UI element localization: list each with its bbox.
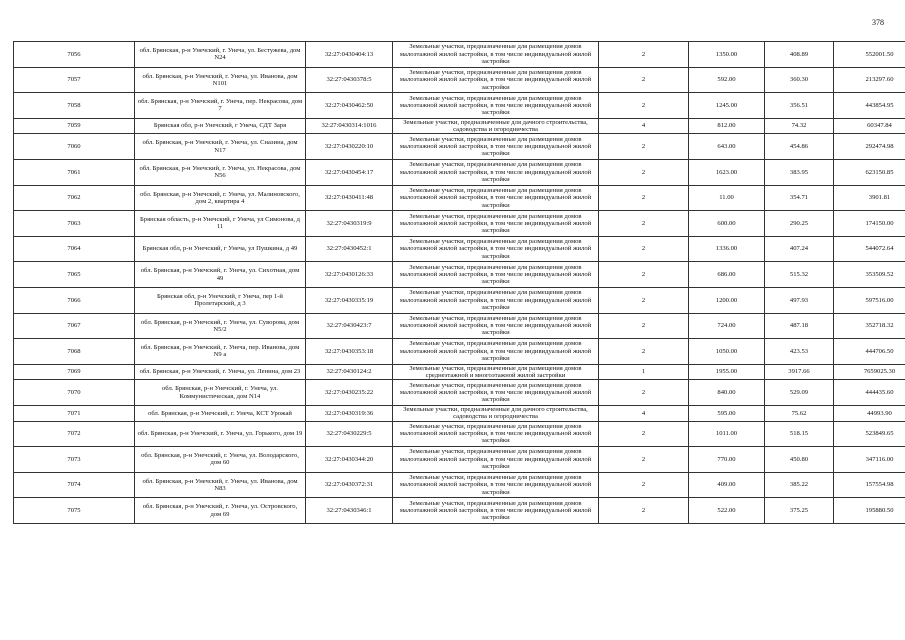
specific-value-cell: 354.71 <box>765 185 834 211</box>
table-row <box>14 67 905 93</box>
row-number-cell: 7073 <box>14 447 135 473</box>
row-number-cell: 7068 <box>14 339 135 365</box>
row-number-cell: 7072 <box>14 421 135 447</box>
table-row <box>14 339 905 365</box>
table-row <box>14 405 905 421</box>
row-number-cell: 7069 <box>14 364 135 380</box>
group-code-cell: 2 <box>599 498 689 524</box>
land-use-cell: Земельные участки, предназначенные для размещения домов малоэтажной жилой застройки, в том числе индивидуальной жилой застройки <box>393 287 599 313</box>
land-use-cell: Земельные участки, предназначенные для дачного строительства, садоводства и огородничества <box>393 405 599 421</box>
area-cell: 1050.00 <box>689 339 765 365</box>
cadastral-value-cell: 443854.95 <box>834 93 905 119</box>
group-code-cell: 2 <box>599 313 689 339</box>
group-code-cell: 4 <box>599 118 689 134</box>
cadastral-value-cell: 444435.60 <box>834 380 905 406</box>
group-code-cell: 2 <box>599 262 689 288</box>
specific-value-cell: 407.24 <box>765 236 834 262</box>
land-use-cell: Земельные участки, предназначенные для размещения домов среднеэтажной и многоэтажной жилой застройки <box>393 364 599 380</box>
land-use-cell: Земельные участки, предназначенные для размещения домов малоэтажной жилой застройки, в том числе индивидуальной жилой застройки <box>393 262 599 288</box>
group-code-cell: 4 <box>599 405 689 421</box>
specific-value-cell: 408.89 <box>765 42 834 68</box>
cadastral-number-cell: 32:27:0430126:33 <box>306 262 393 288</box>
cadastral-number-cell: 32:27:0430344:20 <box>306 447 393 473</box>
specific-value-cell: 454.86 <box>765 134 834 160</box>
specific-value-cell: 423.53 <box>765 339 834 365</box>
cadastral-number-cell: 32:27:0430462:50 <box>306 93 393 119</box>
area-cell: 600.00 <box>689 211 765 237</box>
land-use-cell: Земельные участки, предназначенные для размещения домов малоэтажной жилой застройки, в том числе индивидуальной жилой застройки <box>393 93 599 119</box>
cadastral-number-cell: 32:27:0430454:17 <box>306 159 393 185</box>
cadastral-number-cell: 32:27:0430124:2 <box>306 364 393 380</box>
table-row <box>14 364 905 380</box>
cadastral-number-cell: 32:27:0430319:9 <box>306 211 393 237</box>
group-code-cell: 2 <box>599 42 689 68</box>
table-row <box>14 287 905 313</box>
row-number-cell: 7067 <box>14 313 135 339</box>
row-number-cell: 7056 <box>14 42 135 68</box>
specific-value-cell: 487.18 <box>765 313 834 339</box>
address-cell: обл. Брянская, р-н Унечский, г. Унеча, ул. Володарского, дом 60 <box>135 447 306 473</box>
cadastral-value-cell: 3901.81 <box>834 185 905 211</box>
address-cell: обл. Брянская, р-н Унечский, г. Унеча, пер. Некрасова, дом 7 <box>135 93 306 119</box>
address-cell: Брянская обл, р-н Унечский, г Унеча, СДТ Заря <box>135 118 306 134</box>
area-cell: 686.00 <box>689 262 765 288</box>
area-cell: 724.00 <box>689 313 765 339</box>
cadastral-value-cell: 523849.65 <box>834 421 905 447</box>
address-cell: обл. Брянская, р-н Унечский, г. Унеча, ул. Островского, дом 69 <box>135 498 306 524</box>
cadastral-number-cell: 32:27:0430346:1 <box>306 498 393 524</box>
land-use-cell: Земельные участки, предназначенные для размещения домов малоэтажной жилой застройки, в том числе индивидуальной жилой застройки <box>393 421 599 447</box>
cadastral-number-cell: 32:27:0430378:5 <box>306 67 393 93</box>
specific-value-cell: 450.80 <box>765 447 834 473</box>
land-use-cell: Земельные участки, предназначенные для дачного строительства, садоводства и огородничества <box>393 118 599 134</box>
land-use-cell: Земельные участки, предназначенные для размещения домов малоэтажной жилой застройки, в том числе индивидуальной жилой застройки <box>393 498 599 524</box>
table-row <box>14 159 905 185</box>
table-row <box>14 134 905 160</box>
group-code-cell: 2 <box>599 159 689 185</box>
cadastral-number-cell: 32:27:0430229:5 <box>306 421 393 447</box>
page-number: 378 <box>872 18 884 27</box>
group-code-cell: 2 <box>599 287 689 313</box>
address-cell: Брянская обл, р-н Унечский, г Унеча, пер 1-й Пролетарский, д 3 <box>135 287 306 313</box>
row-number-cell: 7059 <box>14 118 135 134</box>
table-row <box>14 472 905 498</box>
cadastral-number-cell: 32:27:0430452:1 <box>306 236 393 262</box>
address-cell: обл. Брянская, р-н Унечский, г. Унеча, ул. Иванова, дом N101 <box>135 67 306 93</box>
cadastral-number-cell: 32:27:0430372:31 <box>306 472 393 498</box>
area-cell: 1336.00 <box>689 236 765 262</box>
area-cell: 840.00 <box>689 380 765 406</box>
area-cell: 770.00 <box>689 447 765 473</box>
address-cell: Брянская обл, р-н Унечский, г Унеча, ул Пушкина, д 49 <box>135 236 306 262</box>
land-use-cell: Земельные участки, предназначенные для размещения домов малоэтажной жилой застройки, в том числе индивидуальной жилой застройки <box>393 42 599 68</box>
table-row <box>14 262 905 288</box>
area-cell: 1955.00 <box>689 364 765 380</box>
table-row <box>14 42 905 68</box>
specific-value-cell: 497.93 <box>765 287 834 313</box>
area-cell: 522.00 <box>689 498 765 524</box>
address-cell: обл. Брянская, р-н Унечский, г. Унеча, ул. Иванова, дом N83 <box>135 472 306 498</box>
land-use-cell: Земельные участки, предназначенные для размещения домов малоэтажной жилой застройки, в том числе индивидуальной жилой застройки <box>393 447 599 473</box>
table-row <box>14 93 905 119</box>
cadastral-value-cell: 7659025.30 <box>834 364 905 380</box>
specific-value-cell: 356.51 <box>765 93 834 119</box>
area-cell: 812.00 <box>689 118 765 134</box>
row-number-cell: 7063 <box>14 211 135 237</box>
cadastral-number-cell: 32:27:0430235:22 <box>306 380 393 406</box>
row-number-cell: 7060 <box>14 134 135 160</box>
specific-value-cell: 518.15 <box>765 421 834 447</box>
cadastral-number-cell: 32:27:0430314:1016 <box>306 118 393 134</box>
specific-value-cell: 360.30 <box>765 67 834 93</box>
cadastral-value-cell: 597516.00 <box>834 287 905 313</box>
cadastral-number-cell: 32:27:0430411:48 <box>306 185 393 211</box>
land-use-cell: Земельные участки, предназначенные для размещения домов малоэтажной жилой застройки, в том числе индивидуальной жилой застройки <box>393 185 599 211</box>
group-code-cell: 2 <box>599 134 689 160</box>
specific-value-cell: 515.32 <box>765 262 834 288</box>
address-cell: обл. Брянская, р-н Унечский, г. Унеча, ул. Сиxoтная, дом 49 <box>135 262 306 288</box>
cadastral-value-cell: 623150.85 <box>834 159 905 185</box>
registry-table-body <box>14 42 905 524</box>
group-code-cell: 2 <box>599 67 689 93</box>
address-cell: обл. Брянская, р-н Унечский, г. Унеча, ул. Сназина, дом N17 <box>135 134 306 160</box>
group-code-cell: 1 <box>599 364 689 380</box>
land-use-cell: Земельные участки, предназначенные для размещения домов малоэтажной жилой застройки, в том числе индивидуальной жилой застройки <box>393 211 599 237</box>
table-row <box>14 421 905 447</box>
area-cell: 11.00 <box>689 185 765 211</box>
cadastral-value-cell: 552001.50 <box>834 42 905 68</box>
address-cell: обл. Брянская, р-н Унечский, г. Унеча, ул. Ленина, дом 23 <box>135 364 306 380</box>
cadastral-value-cell: 195880.50 <box>834 498 905 524</box>
address-cell: обл. Брянская, р-н Унечский, г. Унеча, ул. Бестужева, дом N24 <box>135 42 306 68</box>
specific-value-cell: 375.25 <box>765 498 834 524</box>
group-code-cell: 2 <box>599 421 689 447</box>
cadastral-number-cell: 32:27:0430335:19 <box>306 287 393 313</box>
area-cell: 1200.00 <box>689 287 765 313</box>
cadastral-number-cell: 32:27:0430220:10 <box>306 134 393 160</box>
area-cell: 1350.00 <box>689 42 765 68</box>
land-use-cell: Земельные участки, предназначенные для размещения домов малоэтажной жилой застройки, в том числе индивидуальной жилой застройки <box>393 380 599 406</box>
address-cell: Брянская область, р-н Унечский, г Унеча, ул Симонова, д 11 <box>135 211 306 237</box>
table-row <box>14 380 905 406</box>
table-row <box>14 236 905 262</box>
group-code-cell: 2 <box>599 211 689 237</box>
table-row <box>14 447 905 473</box>
address-cell: обл. Брянская, р-н Унечский, г. Унеча, КСТ Урожай <box>135 405 306 421</box>
table-row <box>14 118 905 134</box>
row-number-cell: 7064 <box>14 236 135 262</box>
cadastral-number-cell: 32:27:0430353:18 <box>306 339 393 365</box>
table-row <box>14 185 905 211</box>
cadastral-value-cell: 544072.64 <box>834 236 905 262</box>
area-cell: 1245.00 <box>689 93 765 119</box>
specific-value-cell: 385.22 <box>765 472 834 498</box>
group-code-cell: 2 <box>599 93 689 119</box>
address-cell: обл. Брянская, р-н Унечский, г. Унеча, ул. Коммунистическая, дом N14 <box>135 380 306 406</box>
group-code-cell: 2 <box>599 236 689 262</box>
cadastral-value-cell: 444706.50 <box>834 339 905 365</box>
area-cell: 1623.00 <box>689 159 765 185</box>
table-row <box>14 498 905 524</box>
row-number-cell: 7074 <box>14 472 135 498</box>
row-number-cell: 7070 <box>14 380 135 406</box>
area-cell: 1011.00 <box>689 421 765 447</box>
cadastral-number-cell: 32:27:0430319:36 <box>306 405 393 421</box>
group-code-cell: 2 <box>599 185 689 211</box>
area-cell: 643.00 <box>689 134 765 160</box>
row-number-cell: 7075 <box>14 498 135 524</box>
cadastral-value-cell: 292474.98 <box>834 134 905 160</box>
group-code-cell: 2 <box>599 447 689 473</box>
cadastral-value-cell: 157554.98 <box>834 472 905 498</box>
land-use-cell: Земельные участки, предназначенные для размещения домов малоэтажной жилой застройки, в том числе индивидуальной жилой застройки <box>393 67 599 93</box>
specific-value-cell: 74.32 <box>765 118 834 134</box>
specific-value-cell: 290.25 <box>765 211 834 237</box>
land-use-cell: Земельные участки, предназначенные для размещения домов малоэтажной жилой застройки, в том числе индивидуальной жилой застройки <box>393 339 599 365</box>
specific-value-cell: 529.09 <box>765 380 834 406</box>
group-code-cell: 2 <box>599 472 689 498</box>
table-row <box>14 313 905 339</box>
cadastral-value-cell: 174150.00 <box>834 211 905 237</box>
area-cell: 409.00 <box>689 472 765 498</box>
row-number-cell: 7065 <box>14 262 135 288</box>
cadastral-value-cell: 347116.00 <box>834 447 905 473</box>
table-row <box>14 211 905 237</box>
specific-value-cell: 3917.66 <box>765 364 834 380</box>
cadastral-value-cell: 352718.32 <box>834 313 905 339</box>
specific-value-cell: 75.62 <box>765 405 834 421</box>
row-number-cell: 7062 <box>14 185 135 211</box>
cadastral-value-cell: 44993.90 <box>834 405 905 421</box>
address-cell: обл. Брянская, р-н Унечский, г. Унеча, ул. Некрасова, дом N56 <box>135 159 306 185</box>
area-cell: 595.00 <box>689 405 765 421</box>
land-use-cell: Земельные участки, предназначенные для размещения домов малоэтажной жилой застройки, в том числе индивидуальной жилой застройки <box>393 313 599 339</box>
land-registry-table <box>13 41 905 524</box>
row-number-cell: 7057 <box>14 67 135 93</box>
land-use-cell: Земельные участки, предназначенные для размещения домов малоэтажной жилой застройки, в том числе индивидуальной жилой застройки <box>393 134 599 160</box>
cadastral-number-cell: 32:27:0430423:7 <box>306 313 393 339</box>
address-cell: обл. Брянская, р-н Унечский, г. Унеча, ул. Горького, дом 19 <box>135 421 306 447</box>
area-cell: 592.00 <box>689 67 765 93</box>
cadastral-value-cell: 353509.52 <box>834 262 905 288</box>
cadastral-number-cell: 32:27:0430404:13 <box>306 42 393 68</box>
row-number-cell: 7071 <box>14 405 135 421</box>
row-number-cell: 7061 <box>14 159 135 185</box>
group-code-cell: 2 <box>599 380 689 406</box>
address-cell: обл. Брянская, р-н Унечский, г. Унеча, пер. Иванова, дом N9 а <box>135 339 306 365</box>
land-use-cell: Земельные участки, предназначенные для размещения домов малоэтажной жилой застройки, в том числе индивидуальной жилой застройки <box>393 472 599 498</box>
row-number-cell: 7058 <box>14 93 135 119</box>
specific-value-cell: 383.95 <box>765 159 834 185</box>
row-number-cell: 7066 <box>14 287 135 313</box>
address-cell: обл. Брянская, р-н Унечский, г. Унеча, ул. Суворова, дом N5/2 <box>135 313 306 339</box>
land-use-cell: Земельные участки, предназначенные для размещения домов малоэтажной жилой застройки, в том числе индивидуальной жилой застройки <box>393 159 599 185</box>
land-use-cell: Земельные участки, предназначенные для размещения домов малоэтажной жилой застройки, в том числе индивидуальной жилой застройки <box>393 236 599 262</box>
cadastral-value-cell: 213297.60 <box>834 67 905 93</box>
cadastral-value-cell: 60347.84 <box>834 118 905 134</box>
address-cell: обл. Брянская, р-н Унечский, г. Унеча, ул. Малиновского, дом 2, квартира 4 <box>135 185 306 211</box>
group-code-cell: 2 <box>599 339 689 365</box>
